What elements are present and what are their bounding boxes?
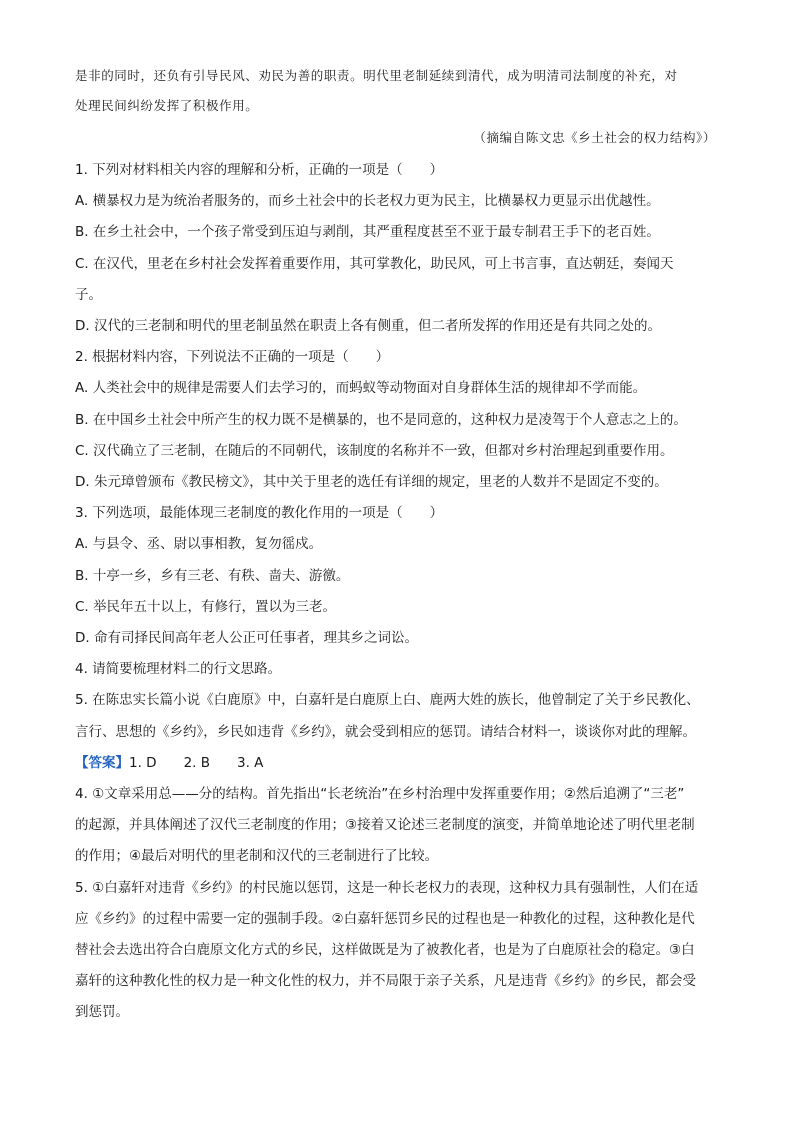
- answer-choices: [75, 753, 263, 773]
- question-1-option-c: C. 在汉代，里老在乡村社会发挥着重要作用，其可掌教化，助民风，可上书言事，直达朝廷，奏闻天: [75, 256, 674, 272]
- answer-5-line: 嘉轩的这种教化性的权力是一种文化性的权力，并不局限于亲子关系，凡是违背《乡约》的乡民，都会受: [75, 973, 696, 989]
- answer-5-line: 应《乡约》的过程中需要一定的强制手段。②白嘉轩惩罚乡民的过程也是一种教化的过程，这种教化是代: [75, 911, 695, 927]
- answer-5-line: 替社会去选出符合白鹿原文化方式的乡民，这样做既是为了被教化者，也是为了白鹿原社会的稳定。③白: [75, 942, 695, 958]
- question-4-stem: 4. 请简要梳理材料二的行文思路。: [75, 661, 282, 677]
- question-1-stem: 1. 下列对材料相关内容的理解和分析，正确的一项是（ ）: [75, 162, 444, 178]
- question-5-stem-cont: 言行、思想的《乡约》，乡民如违背《乡约》，就会受到相应的惩罚。请结合材料一，谈谈你对此的理解。: [75, 724, 696, 740]
- question-1-option-b: B. 在乡土社会中，一个孩子常受到压迫与剥削，其严重程度甚至不亚于最专制君王手下的老百姓。: [75, 224, 660, 240]
- passage-line: 是非的同时，还负有引导民风、劝民为善的职责。明代里老制延续到清代，成为明清司法制度的补充，对: [75, 68, 678, 83]
- question-3-option-c: C. 举民年五十以上，有修行，置以为三老。: [75, 599, 337, 615]
- question-1-option-a: A. 横暴权力是为统治者服务的，而乡土社会中的长老权力更为民主，比横暴权力更显示出优越性。: [75, 193, 660, 209]
- question-3-option-d: D. 命有司择民间高年老人公正可任事者，理其乡之词讼。: [75, 630, 418, 646]
- question-2-option-c: C. 汉代确立了三老制，在随后的不同朝代，该制度的名称并不一致，但都对乡村治理起到重要作用。: [75, 443, 674, 459]
- question-2-option-d: D. 朱元璋曾颁布《教民榜文》，其中关于里老的选任有详细的规定，里老的人数并不是固定不变的。: [75, 474, 668, 490]
- answer-4-line: 4. ①文章采用总——分的结构。首先指出“长老统治”在乡村治理中发挥重要作用；②然后追溯了“三老”: [75, 786, 685, 802]
- question-3-option-b: B. 十亭一乡，乡有三老、有秩、啬夫、游徼。: [75, 568, 350, 584]
- passage-source: （摘编自陈文忠《乡土社会的权力结构》）: [473, 130, 716, 145]
- answer-4-line: 的作用；④最后对明代的里老制和汉代的三老制进行了比较。: [75, 848, 439, 864]
- question-2-stem: 2. 根据材料内容，下列说法不正确的一项是（ ）: [75, 349, 390, 365]
- question-3-option-a: A. 与县令、丞、尉以事相教，复勿徭戍。: [75, 536, 323, 552]
- passage-line: 处理民间纠纷发挥了积极作用。: [75, 98, 259, 113]
- answer-5-line: 5. ①白嘉轩对违背《乡约》的村民施以惩罚，这是一种长老权力的表现，这种权力具有强制性，人们在适: [75, 880, 699, 896]
- question-2-option-a: A. 人类社会中的规律是需要人们去学习的，而蚂蚁等动物面对自身群体生活的规律却不学而能。: [75, 380, 647, 396]
- question-5-stem: 5. 在陈忠实长篇小说《白鹿原》中，白嘉轩是白鹿原上白、鹿两大姓的族长，他曾制定了关于乡民教化、: [75, 692, 700, 708]
- question-1-option-c-cont: 子。: [75, 287, 102, 303]
- question-1-option-d: D. 汉代的三老制和明代的里老制虽然在职责上各有侧重，但二者所发挥的作用还是有共同之处的。: [75, 318, 661, 334]
- answer-4-line: 的起源，并具体阐述了汉代三老制度的作用；③接着又论述三老制度的演变，并简单地论述了明代里老制: [75, 817, 695, 833]
- question-3-stem: 3. 下列选项，最能体现三老制度的教化作用的一项是（ ）: [75, 505, 444, 521]
- answer-5-line: 到惩罚。: [75, 1004, 129, 1020]
- question-2-option-b: B. 在中国乡土社会中所产生的权力既不是横暴的，也不是同意的，这种权力是凌驾于个人意志之上的。: [75, 412, 687, 428]
- answer-choice-values: 1. D 2. B 3. A: [129, 755, 264, 771]
- answer-label: 【答案】: [75, 755, 129, 771]
